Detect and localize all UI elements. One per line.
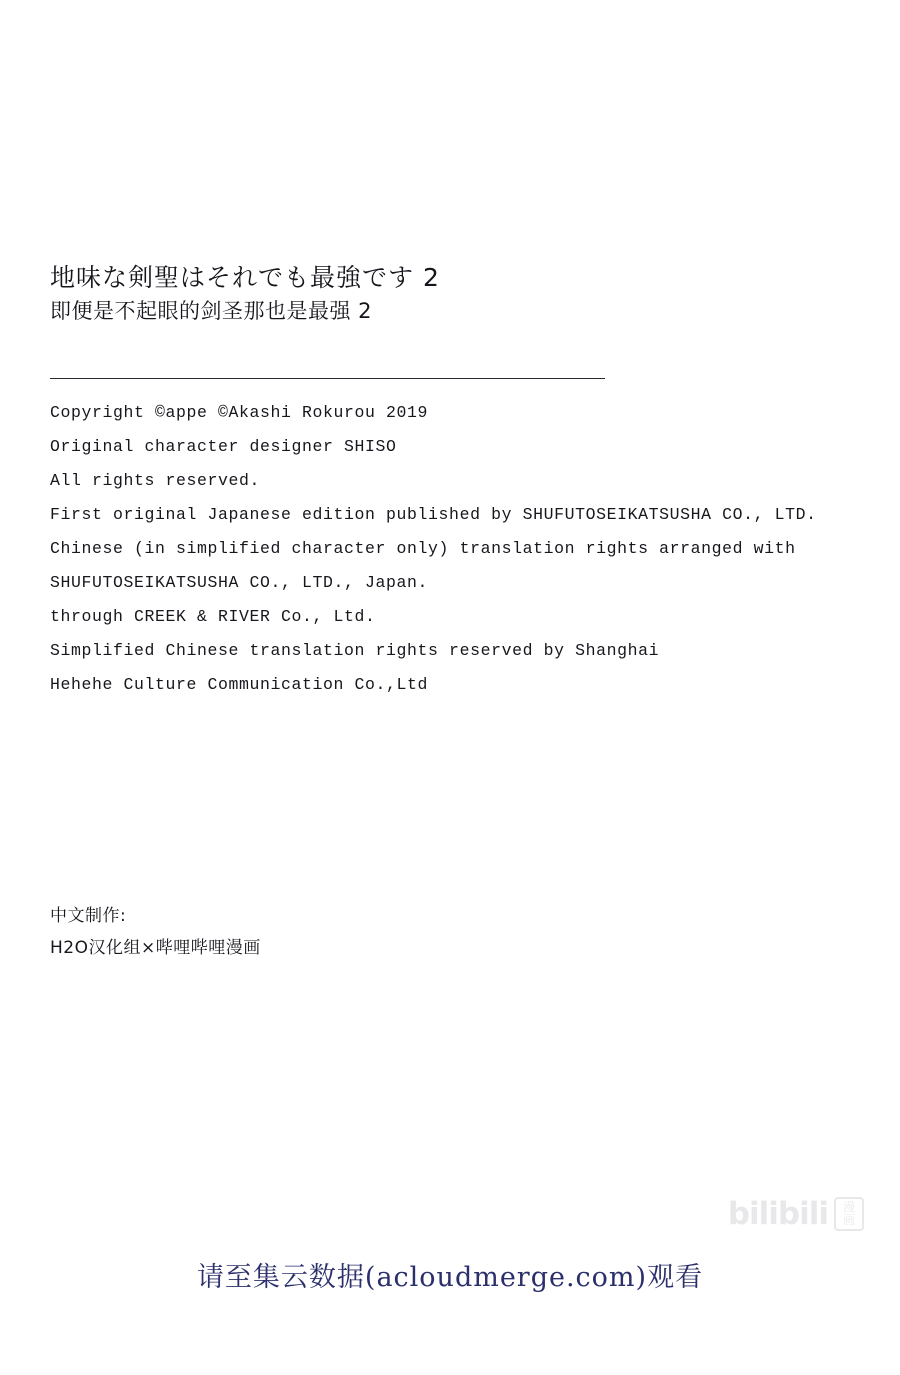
copyright-line: Copyright ©appe ©Akashi Rokurou 2019: [50, 403, 429, 422]
title-japanese: 地味な剣聖はそれでも最強です 2: [50, 263, 440, 292]
copyright-line: SHUFUTOSEIKATSUSHA CO., LTD., Japan.: [50, 573, 429, 592]
source-notice: 请至集云数据(acloudmerge.com)观看: [196, 1262, 704, 1293]
bilibili-watermark: [728, 1196, 864, 1232]
manga-badge-top: 漫: [842, 1200, 855, 1214]
title-block: [50, 262, 850, 326]
copyright-line: Simplified Chinese translation rights reserved by Shanghai: [50, 641, 660, 660]
copyright-line: First original Japanese edition published by SHUFUTOSEIKATSUSHA CO., LTD.: [50, 505, 817, 524]
bilibili-logo-text: bilibili: [727, 1196, 828, 1232]
copyright-line: through CREEK & RIVER Co., Ltd.: [50, 607, 376, 626]
copyright-line: Original character designer SHISO: [50, 437, 397, 456]
copyright-line: All rights reserved.: [50, 471, 261, 490]
credits-label: 中文制作:: [50, 906, 127, 926]
title-chinese: 即便是不起眼的剑圣那也是最强 2: [50, 299, 373, 324]
divider: [50, 378, 605, 379]
manga-badge-icon: [834, 1197, 864, 1231]
manga-badge-bottom: 画: [842, 1213, 855, 1227]
copyright-line: Chinese (in simplified character only) translation rights arranged with: [50, 539, 796, 558]
copyright-block: [50, 396, 880, 702]
credits-block: [50, 900, 261, 964]
copyright-line: Hehehe Culture Communication Co.,Ltd: [50, 675, 429, 694]
credits-group: H2O汉化组×哔哩哔哩漫画: [50, 938, 261, 958]
